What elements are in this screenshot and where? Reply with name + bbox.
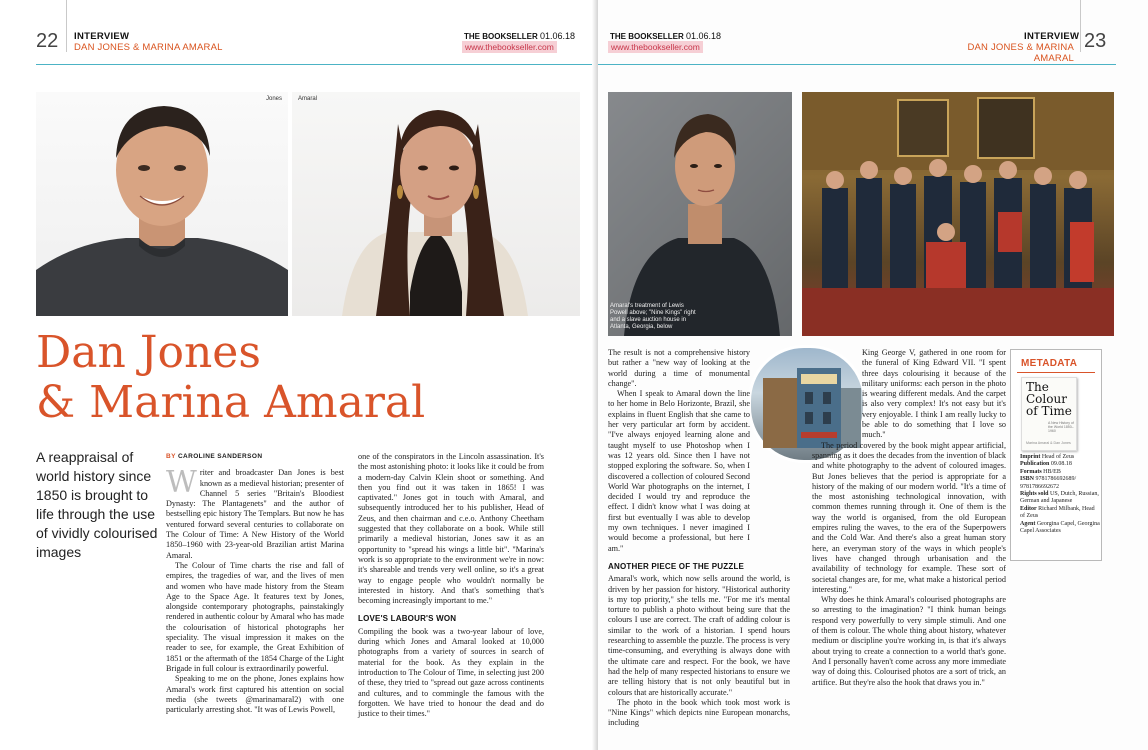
article-paragraph: Amaral's work, which now sells around the world, is driven by her passion for history. "Historical authority is my top priority," she tells me. "For me it's mental torture to publish a photo without being sure that the colours I use are correct. The craft of adding colour is similar to the work of a historian. I spend hours researching to assemble the puzzle. The process is very time-consuming, and everything is always done with the ultimate care and respect. For the book, we have had the help of many respected historians to ensure we are telling history that is not only beautiful but in colours that are historically accurate." [608,574,790,697]
article-paragraph: The Colour of Time charts the rise and fall of empires, the tragedies of war, and the lives of men and women who have made history from the Steam Age to the Space Age. It features text by Jones, alongside contemporary photographs, painstakingly rendered in authentic colour by Amaral who has made the colourisation of historical photographs her speciality. The visual impression it makes on the reader to see, for example, the Great Exhibition of 1851 or the aftermath of the 1854 Charge of the Light Brigade in full colour is extraordinarily powerful. [166,560,344,673]
article-paragraph: King George V, gathered in one room for the funeral of King Edward VII. "I spent three days colourising it because of the military uniforms: each person in the photo is wearing different medals. And the carpet is also very complex! It's not easy but it's very enjoyable. I think I am really lucky to be able to do something that I love so much." [862,348,1006,440]
amaral-photo [292,92,580,316]
metadata-editor [1020,506,1100,521]
imprint-label: Imprint [1020,454,1041,460]
agent-value: Georgina Capel, Georgina Capel Associates [1020,520,1100,535]
photo-caption: Amaral's treatment of Lewis Powell above; "Nine Kings" right and a slave auction house in Atlanta, Georgia, below [610,303,696,330]
masthead-date: 01.06.18 [540,31,576,41]
metadata-isbn [1020,476,1100,491]
section-names: DAN JONES & MARINA AMARAL [74,42,223,53]
book-cover [1021,377,1077,451]
masthead-right [610,31,721,41]
jones-photo-label: Jones [266,96,283,102]
masthead-name: THE BOOKSELLER [464,32,538,41]
page-number-right: 23 [1084,30,1107,52]
metadata-title: METADATA [1021,358,1078,369]
isbn-label: ISBN [1020,476,1035,483]
masthead-left [464,31,575,41]
subheading: ANOTHER PIECE OF THE PUZZLE [608,561,745,571]
imprint-value: Head of Zeus [1041,454,1075,460]
cover-authors: Marina Amaral & Dan Jones [1026,441,1071,445]
headline-line-1: Dan Jones [36,327,261,378]
section-names-right: DAN JONES & MARINA AMARAL [967,42,1074,64]
section-label-right: INTERVIEW [1024,31,1080,42]
article-paragraph: Compiling the book was a two-year labour of love, during which Jones and Amaral looked at 10,000 photographs from a variety of sources in search of material for the book. As they explain in the introduction to The Colour of Time, in selecting just 200 of these, they tried to "spread out gaze across continents and cultures, and to commingle the famous with the forgotten. We have tried to honour the dead and do justice to their times." [358,626,544,719]
article-paragraph: Why does he think Amaral's colourised photographs are so arresting to the imagination? "I think human beings respond very powerfully to very simple stimuli. And one of them is colour. The whole thing about history, whatever medium or discipline you're working in, is that it's always about trying to create a connection to a world that's gone. And I personally haven't come across any more immediate way of doing this. Colourised photos are a sort of trick, an artifice. But they're also the hook that draws you in." [812,595,1006,687]
paragraph-text: riter and broadcaster Dan Jones is best known as a medieval historian; presenter of Channel 5 series "Britain's Bloodiest Dynasty: The Plantagenets" and the author of bestselling epic history The Templars. But now he has ventured forward several centuries to collaborate on The Colour of Time: A New History of the World 1850–1960 with 23-year-old Brazilian artist Marina Amaral. [166,468,344,560]
article-paragraph: When I speak to Amaral down the line to her home in Belo Horizonte, Brazil, she explains in fluent English that she came to her very particular art form by accident. "I've always enjoyed learning alone and taught myself to use Photoshop when I was 12 years old. Since then I have not stopped exploring the software. So, when I discovered a collection of coloured Second World War photographs on the internet, I decided I would try and reproduce the effect. I didn't know what I was doing at first but eventually I was able to develop my own techniques. I never imagined I would become a professional, but here I am." [608,389,750,553]
cover-title: The Colour of Time [1026,380,1072,418]
header-divider-right [1080,0,1081,52]
agent-label: Agent [1020,520,1036,527]
cover-subtitle: A New History of the World 1850–1960 [1048,421,1074,433]
subheading: LOVE'S LABOUR'S WON [358,614,457,624]
standfirst: A reappraisal of world history since 1850 is brought to life through the use of vividly colourised images [36,449,158,560]
lewis-powell-photo [608,92,792,336]
section-label: INTERVIEW [74,31,130,42]
url-left[interactable]: www.thebookseller.com [462,41,557,53]
article-paragraph: one of the conspirators in the Lincoln assassination. It's the most astonishing photo: it looks like it could be from a modern-day Calvin Klein shoot or something. And then you find out it was taken in 1865! I was captivated." Jones got in touch with Amaral, and subsequently introduced her to his publisher, Head of Zeus, and then chairman and c.e.o. Anthony Cheetham suggested that they collaborate on a book. While still primarily a medieval historian, Jones saw it as an opportunity to "spread his wings a little bit". "Marina's work is so appropriate to the environment we're in now: it's shareable and trends very well online, so it's a great way to engage people who wouldn't normally be interested in history. And that's something that's becoming increasingly important to me." [358,452,544,606]
article-paragraph: The result is not a comprehensive history but rather a "new way of looking at the world during a time of monumental change". [608,348,750,388]
metadata-rights [1020,491,1100,506]
article-paragraph: Speaking to me on the phone, Jones explains how Amaral's work first captured his attention on social media (she tweets @marinamaral2) with one particularly arresting shot. "It was of Lewis Powell, [166,674,344,715]
nine-kings-photo [802,92,1114,336]
metadata-formats [1020,469,1100,476]
metadata-box [1010,349,1102,561]
article-column-4 [812,348,1006,720]
page-number-left: 22 [36,30,59,52]
rights-label: Rights sold [1020,491,1049,498]
metadata-rule [1017,372,1095,373]
lewis-powell-illustration [608,92,792,336]
publication-label: Publication [1020,461,1050,468]
editor-label: Editor [1020,505,1037,512]
drop-cap: W [166,465,197,501]
article-paragraph [166,465,344,561]
amaral-photo-label: Amaral [298,96,318,102]
header-rule-right [598,64,1116,65]
article-paragraph: The period covered by the book might appear artificial, spanning as it does the decades from the invention of black and white photography to the advent of coloured images. But Jones believes that the period is appropriate for a history of the making of our modern world. "It's a time of the most astonishing technological innovation, with common themes running through it. One of them is the way the world is organised, from the old European empires ruling the waves, to the era of the Superpowers and the Cold War. And there's also a great human story here, an everyman story of the ways in which people's lives have changed through urbanisation and the availability of technology for example. These sort of societal changes are, for me, what make a historical period interesting." [812,440,1006,594]
article-column-1 [166,452,344,720]
jones-portrait-illustration [36,92,288,316]
page-title [36,328,456,428]
headline-line-2: & Marina Amaral [36,377,426,428]
isbn-value: 9781786692689/ 9781786692672 [1020,476,1077,490]
url-right[interactable]: www.thebookseller.com [608,41,703,53]
byline [166,452,344,462]
nine-kings-illustration [802,92,1114,336]
metadata-list [1020,454,1100,535]
metadata-imprint [1020,454,1100,461]
jones-photo [36,92,288,316]
editor-value: Richard Milbank, Head of Zeus [1020,505,1095,520]
header-rule-left [36,64,596,65]
masthead-date: 01.06.18 [686,31,722,41]
metadata-publication [1020,461,1100,468]
article-column-3 [608,348,790,728]
metadata-agent [1020,521,1100,536]
publication-value: 09.08.18 [1050,461,1072,468]
amaral-portrait-illustration [292,92,580,316]
header-divider [66,0,67,52]
formats-value: HB/EB [1043,468,1061,475]
formats-label: Formats [1020,468,1042,475]
article-column-2 [358,452,544,720]
masthead-name: THE BOOKSELLER [610,32,684,41]
byline-name: CAROLINE SANDERSON [177,453,263,460]
rights-value: US, Dutch, Russian, German and Japanese [1020,491,1099,505]
byline-prefix: BY [166,453,176,460]
article-paragraph: The photo in the book which took most work is "Nine Kings" which depicts nine European monarchs, including [608,697,790,728]
